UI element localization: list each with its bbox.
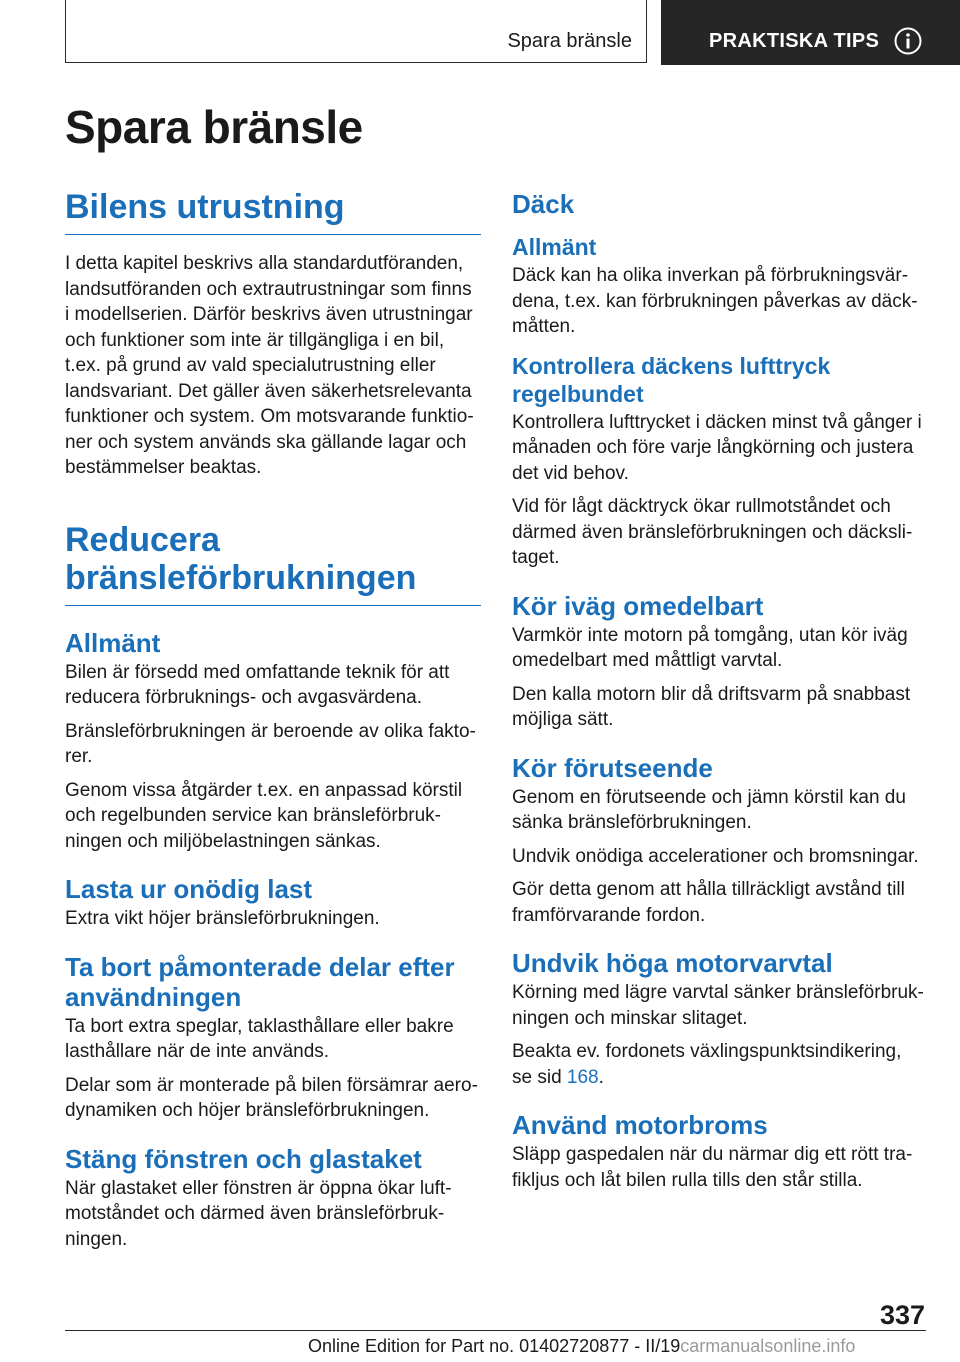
section-tab — [65, 0, 647, 63]
paragraph-general-1: Bilen är försedd med omfattande teknik för att reducera förbruknings- och avgasvärdena. — [65, 661, 450, 708]
paragraph-avoid-high-revs-2 — [512, 1039, 926, 1090]
heading-equipment: Bilens utrustning — [65, 188, 481, 235]
paragraph-close-windows: När glastaket eller fönstren är öppna ökar luftmotståndet och därmed även bränsleförbrukningen. — [65, 1177, 452, 1250]
footer-edition: Online Edition for Part no. 01402720877 - II/19 — [308, 1336, 681, 1356]
footer-watermark: carmanualsonline.info — [680, 1336, 856, 1356]
heading-unload: Lasta ur onödig last — [65, 874, 313, 904]
chapter-tab — [661, 0, 960, 65]
paragraph-engine-brake: Släpp gaspedalen när du närmar dig ett rött trafikljus och låt bilen rulla tills den står stilla. — [512, 1144, 913, 1191]
footer-divider — [65, 1330, 926, 1331]
paragraph-general-2: Bränsleförbrukningen är beroende av olika faktorer. — [65, 720, 476, 767]
right-column — [512, 189, 926, 1193]
page-number: 337 — [880, 1300, 926, 1330]
paragraph-drive-away-2: Den kalla motorn blir då driftsvarm på snabbast möjliga sätt. — [512, 683, 911, 730]
paragraph-remove-parts-2: Delar som är monterade på bilen försämrar aerodynamiken och höjer bränsleförbrukningen. — [65, 1074, 478, 1121]
heading-anticipate: Kör förutseende — [512, 752, 713, 783]
heading-close-windows: Stäng fönstren och glastaket — [65, 1143, 422, 1174]
paragraph-tyre-pressure-1: Kontrollera lufttrycket i däcken minst två gånger i månaden och före varje långkörning och justera det vid behov. — [512, 411, 922, 484]
heading-remove-parts: Ta bort påmonterade delar efter användningen — [65, 951, 455, 1012]
heading-general: Allmänt — [65, 627, 161, 658]
paragraph-drive-away-1: Varmkör inte motorn på tomgång, utan kör iväg omedelbart med måttligt varvtal. — [512, 624, 908, 671]
paragraph-avoid-high-revs-1: Körning med lägre varvtal sänker bränsleförbrukningen och minskar slitaget. — [512, 982, 924, 1029]
heading-tyres: Däck — [512, 189, 575, 219]
page-title: Spara bränsle — [65, 101, 363, 153]
paragraph-unload: Extra vikt höjer bränsleförbrukningen. — [65, 908, 380, 929]
left-column — [65, 188, 481, 1252]
section-title: Spara bränsle — [507, 30, 632, 52]
chapter-title: PRAKTISKA TIPS — [709, 30, 880, 52]
paragraph-tyre-pressure-2: Vid för lågt däcktryck ökar rullmotståndet och därmed även bränsleförbrukningen och däckslitaget. — [512, 496, 913, 568]
paragraph-equipment: I detta kapitel beskrivs alla standardutföranden, landsutföranden och extrautrustningar som finns i modellserien. Därför beskrivs även utrustningar och funktioner som inte är tillgängliga i en bil, t.ex. på grund av vald specialutrustning eller landsvariant. Det gäller även säkerhetsrelevanta funktioner och system. Om motsvarande funktioner och system används ska gällande lagar och bestämmelser beaktas. — [65, 253, 474, 478]
heading-tyre-pressure: Kontrollera däckens lufttryck regelbundet — [512, 352, 831, 407]
heading-tyres-general: Allmänt — [512, 234, 597, 260]
paragraph-anticipate-2: Undvik onödiga accelerationer och bromsningar. — [512, 845, 919, 867]
heading-reduce-consumption: Reducera bränsleförbrukningen — [65, 521, 481, 606]
paragraph-avoid-high-revs-2-text: Beakta ev. fordonets växlingspunktsindikering, se sid — [512, 1041, 902, 1088]
page-reference-link[interactable]: 168 — [566, 1066, 599, 1088]
paragraph-avoid-high-revs-2-end: . — [598, 1066, 604, 1088]
page-header — [65, 0, 960, 65]
paragraph-remove-parts-1: Ta bort extra speglar, taklasthållare eller bakre lasthållare när de inte används. — [65, 1015, 454, 1062]
heading-avoid-high-revs: Undvik höga motorvarvtal — [512, 948, 833, 978]
footer — [308, 1336, 855, 1357]
paragraph-general-3: Genom vissa åtgärder t.ex. en anpassad körstil och regelbunden service kan bränsleförbrukningen och miljöbelastningen sänkas. — [65, 779, 463, 852]
heading-engine-brake: Använd motorbroms — [512, 1110, 768, 1140]
info-icon — [893, 26, 923, 56]
paragraph-tyres-general: Däck kan ha olika inverkan på förbrukningsvärdena, t.ex. kan förbrukningen påverkas av däckmåtten. — [512, 265, 918, 337]
paragraph-anticipate-3: Gör detta genom att hålla tillräckligt avstånd till framförvarande fordon. — [512, 879, 905, 926]
paragraph-anticipate-1: Genom en förutseende och jämn körstil kan du sänka bränsleförbrukningen. — [512, 786, 906, 833]
heading-drive-away: Kör iväg omedelbart — [512, 590, 764, 621]
